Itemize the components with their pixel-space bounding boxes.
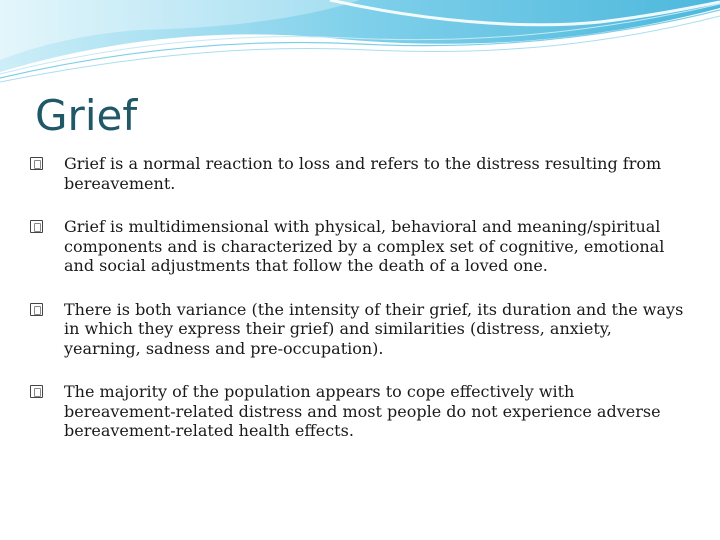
bullet-list <box>30 154 690 465</box>
square-bullet-icon <box>30 303 43 316</box>
bullet-item <box>30 382 690 441</box>
square-bullet-icon <box>30 220 43 233</box>
square-bullet-icon <box>30 385 43 398</box>
bullet-item <box>30 154 690 193</box>
bullet-text: The majority of the population appears to cope effectively with bereavement-related distress and most people do not experience adverse bereavement-related health effects. <box>64 382 661 440</box>
bullet-text: There is both variance (the intensity of their grief, its duration and the ways in which they express their grief) and similarities (distress, anxiety, yearning, sadness and pre-occupation). <box>64 299 684 358</box>
wave-header-decoration <box>0 0 720 90</box>
slide-title: Grief <box>35 91 138 140</box>
bullet-item <box>30 217 690 276</box>
square-bullet-icon <box>30 157 43 170</box>
bullet-text: Grief is multidimensional with physical, behavioral and meaning/spiritual components and is characterized by a complex set of cognitive, emotional and social adjustments that follow the death of a loved one. <box>64 217 665 275</box>
bullet-text: Grief is a normal reaction to loss and refers to the distress resulting from bereavement. <box>64 154 662 193</box>
bullet-item <box>30 300 690 359</box>
